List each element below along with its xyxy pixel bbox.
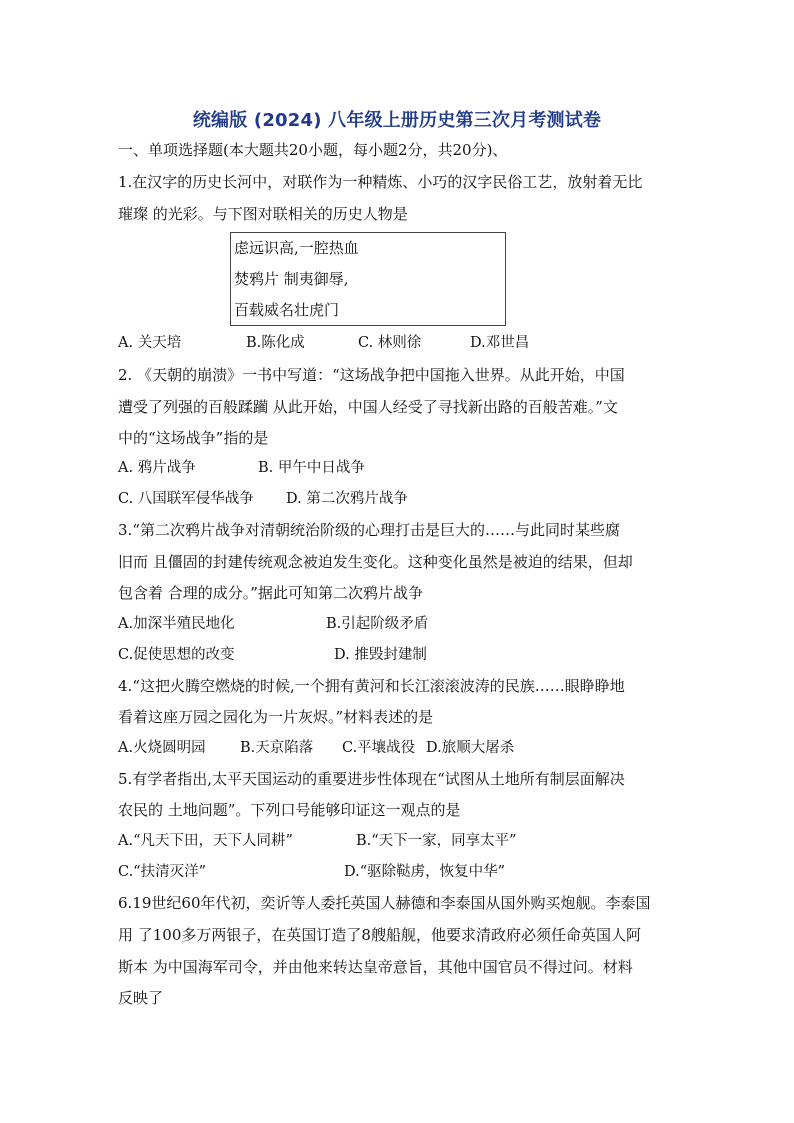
q4-line-1: 4.“这把火腾空燃烧的时候,一个拥有黄河和长江滚滚波涛的民族……眼睁睁地	[118, 677, 625, 695]
section-header: 一、单项选择题(本大题共20小题，每小题2分，共20分)、	[118, 141, 508, 159]
q1-option-b: B.陈化成	[246, 335, 305, 351]
couplet-line-2: 焚鸦片 制夷御辱,	[234, 270, 349, 288]
q3-line-3: 包含着 合理的成分。”据此可知第二次鸦片战争	[118, 584, 423, 602]
q1-option-a: A. 关天培	[118, 335, 182, 351]
exam-title: 统编版 (2024) 八年级上册历史第三次月考测试卷	[192, 110, 602, 131]
q3-option-b: B.引起阶级矛盾	[326, 616, 429, 632]
q5-line-2: 农民的 土地问题”。下列口号能够印证这一观点的是	[118, 801, 461, 819]
q2-option-a: A. 鸦片战争	[118, 460, 196, 476]
q6-line-3: 斯本 为中国海军司令，并由他来转达皇帝意旨，其他中国官员不得过问。材料	[118, 958, 633, 976]
q4-line-2: 看着这座万园之园化为一片灰烬。”材料表述的是	[118, 708, 434, 726]
q6-line-2: 用 了100多万两银子，在英国订造了8艘船舰，他要求清政府必须任命英国人阿	[118, 926, 641, 944]
q3-line-1: 3.“第二次鸦片战争对清朝统治阶级的心理打击是巨大的……与此同时某些腐	[118, 521, 620, 539]
q3-option-c: C.促使思想的改变	[118, 647, 235, 663]
q4-option-d: D.旅顺大屠杀	[426, 740, 515, 756]
q5-option-b: B.“天下一家，同享太平”	[356, 833, 517, 849]
q5-line-1: 5.有学者指出,太平天国运动的重要进步性体现在“试图从土地所有制层面解决	[118, 770, 625, 788]
q4-option-a: A.火烧圆明园	[118, 740, 206, 756]
q2-line-1: 2. 《天朝的崩溃》一书中写道：“这场战争把中国拖入世界。从此开始，中国	[118, 366, 625, 384]
q5-option-d: D.“驱除鞑虏，恢复中华”	[344, 864, 506, 880]
couplet-box	[230, 232, 506, 326]
q2-line-2: 遭受了列强的百般蹂躏 从此开始，中国人经受了寻找新出路的百般苦难。”文	[118, 398, 618, 416]
q3-option-a: A.加深半殖民地化	[118, 616, 235, 632]
q2-option-b: B. 甲午中日战争	[258, 460, 365, 476]
couplet-line-1: 虑远识高,一腔热血	[234, 239, 359, 257]
q3-line-2: 旧而 且僵固的封建传统观念被迫发生变化。这种变化虽然是被迫的结果，但却	[118, 553, 633, 571]
q1-option-c: C. 林则徐	[358, 335, 422, 351]
q1-line-1: 1.在汉字的历史长河中，对联作为一种精炼、小巧的汉字民俗工艺，放射着无比	[118, 173, 643, 191]
q4-option-c: C.平壤战役	[342, 740, 416, 756]
q2-line-3: 中的“这场战争”指的是	[118, 429, 269, 447]
q1-option-d: D.邓世昌	[470, 335, 530, 351]
q3-option-d: D. 推毁封建制	[334, 647, 427, 663]
q4-option-b: B.天京陷落	[240, 740, 314, 756]
q5-option-c: C.“扶清灭洋”	[118, 864, 207, 880]
q1-line-2: 璀璨 的光彩。与下图对联相关的历史人物是	[118, 205, 408, 223]
couplet-line-3: 百载威名壮虎门	[234, 301, 340, 319]
q6-line-1: 6.19世纪60年代初，奕䜣等人委托英国人赫德和李泰国从国外购买炮舰。李泰国	[118, 894, 651, 912]
q2-option-d: D. 第二次鸦片战争	[286, 491, 408, 507]
q5-option-a: A.“凡天下田，天下人同耕”	[118, 833, 293, 849]
q6-line-4: 反映了	[118, 989, 164, 1007]
q2-option-c: C. 八国联军侵华战争	[118, 491, 254, 507]
